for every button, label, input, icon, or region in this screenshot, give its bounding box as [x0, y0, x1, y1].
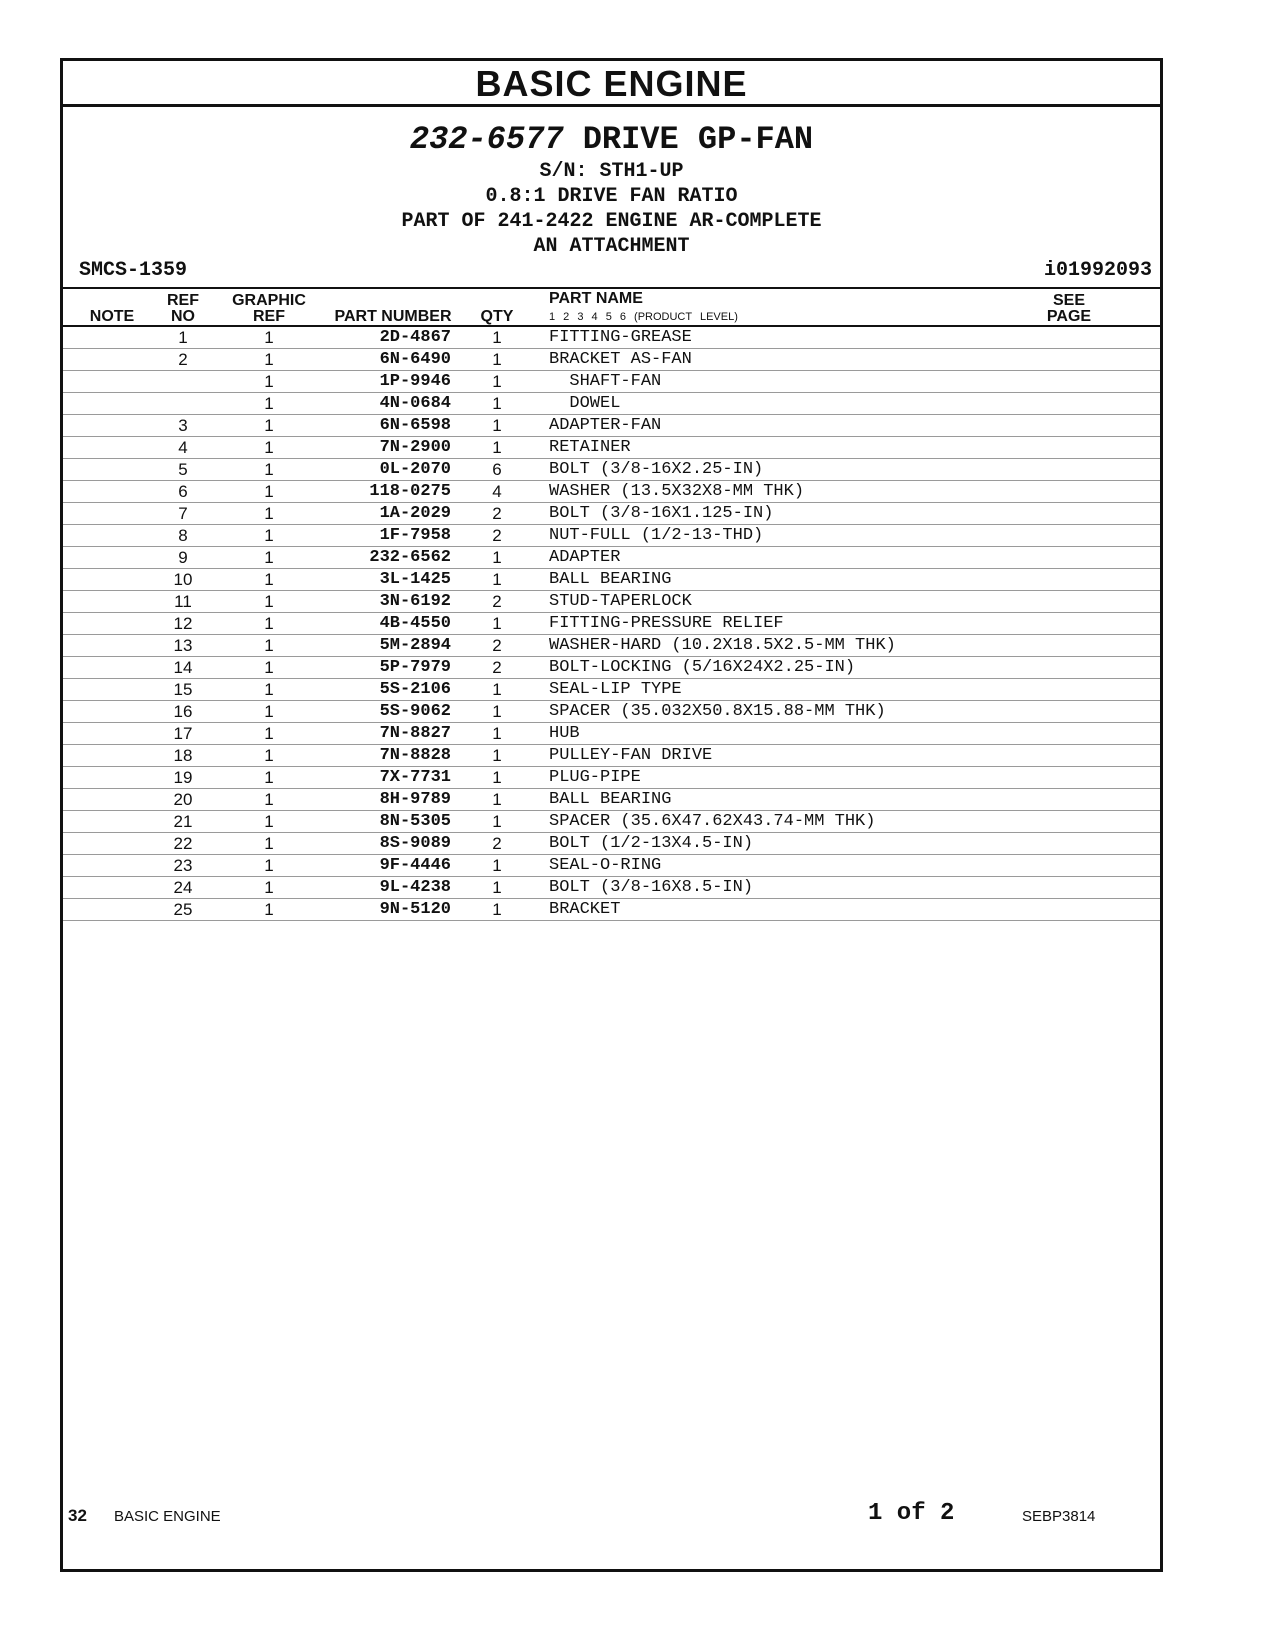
table-header — [63, 287, 1160, 327]
qty-cell: 2 — [492, 658, 502, 677]
table-row — [63, 547, 1160, 569]
graphic-ref-cell: 1 — [264, 746, 274, 765]
section-title: BASIC ENGINE — [63, 61, 1160, 107]
part-name-cell: BOLT (3/8-16X8.5-IN) — [549, 878, 754, 897]
table-row — [63, 833, 1160, 855]
graphic-ref-cell: 1 — [264, 394, 274, 413]
ref-no-cell: 6 — [178, 482, 188, 501]
header-part-number: PART NUMBER — [334, 308, 452, 325]
part-number-cell: 1A-2029 — [379, 504, 451, 523]
part-number-cell: 8S-9089 — [379, 834, 451, 853]
part-name-cell: WASHER-HARD (10.2X18.5X2.5-MM THK) — [549, 636, 896, 655]
ref-no-cell: 7 — [178, 504, 188, 523]
qty-cell: 4 — [492, 482, 502, 501]
ref-no-cell: 23 — [173, 856, 193, 875]
header-qty: QTY — [480, 308, 514, 325]
graphic-ref-cell: 1 — [264, 482, 274, 501]
table-row — [63, 481, 1160, 503]
page-number: 32 — [68, 1506, 87, 1525]
group-name: DRIVE GP-FAN — [582, 121, 814, 158]
table-row — [63, 745, 1160, 767]
part-name-cell: SHAFT-FAN — [549, 372, 662, 391]
group-title — [63, 121, 1160, 159]
table-row — [63, 899, 1160, 921]
qty-cell: 1 — [492, 614, 502, 633]
part-number-cell: 4N-0684 — [379, 394, 451, 413]
page-frame — [60, 58, 1163, 1572]
part-number-cell: 118-0275 — [369, 482, 451, 501]
graphic-ref-cell: 1 — [264, 636, 274, 655]
table-row — [63, 767, 1160, 789]
part-name-cell: BOLT (3/8-16X1.125-IN) — [549, 504, 774, 523]
attachment-line: AN ATTACHMENT — [533, 235, 690, 258]
part-name-cell: RETAINER — [549, 438, 631, 457]
table-row — [63, 635, 1160, 657]
part-number-cell: 9L-4238 — [379, 878, 451, 897]
graphic-ref-cell: 1 — [264, 768, 274, 787]
part-number-cell: 7N-2900 — [379, 438, 451, 457]
ref-no-cell: 10 — [173, 570, 193, 589]
header-note: NOTE — [89, 308, 135, 325]
drive-ratio: 0.8:1 DRIVE FAN RATIO — [485, 185, 738, 208]
smcs-code: SMCS-1359 — [79, 259, 188, 282]
table-row — [63, 877, 1160, 899]
part-number-cell: 5S-2106 — [379, 680, 451, 699]
qty-cell: 1 — [492, 680, 502, 699]
graphic-ref-cell: 1 — [264, 350, 274, 369]
ref-no-cell: 20 — [173, 790, 193, 809]
header-graphic-ref-line1: GRAPHIC — [232, 292, 306, 309]
header-graphic-ref — [231, 293, 307, 325]
ref-no-cell: 3 — [178, 416, 188, 435]
header-part-name: PART NAME — [549, 290, 643, 307]
part-number-cell: 6N-6490 — [379, 350, 451, 369]
table-row — [63, 855, 1160, 877]
graphic-ref-cell: 1 — [264, 460, 274, 479]
illustration-id: i01992093 — [1043, 259, 1152, 282]
graphic-ref-cell: 1 — [264, 702, 274, 721]
group-header — [63, 113, 1160, 259]
ref-no-cell: 21 — [173, 812, 193, 831]
ref-no-cell: 4 — [178, 438, 188, 457]
part-of-line: PART OF 241-2422 ENGINE AR-COMPLETE — [401, 210, 822, 233]
part-name-cell: BRACKET — [549, 900, 621, 919]
ref-no-cell: 8 — [178, 526, 188, 545]
graphic-ref-cell: 1 — [264, 438, 274, 457]
header-see-page-line1: SEE — [1052, 292, 1085, 309]
part-name-cell: BOLT (3/8-16X2.25-IN) — [549, 460, 764, 479]
part-number-cell: 8N-5305 — [379, 812, 451, 831]
part-number-cell: 4B-4550 — [379, 614, 451, 633]
table-row — [63, 723, 1160, 745]
qty-cell: 1 — [492, 328, 502, 347]
qty-cell: 2 — [492, 504, 502, 523]
group-part-number: 232-6577 — [409, 121, 564, 158]
graphic-ref-cell: 1 — [264, 504, 274, 523]
ref-no-cell: 13 — [173, 636, 193, 655]
qty-cell: 1 — [492, 812, 502, 831]
table-row — [63, 327, 1160, 349]
table-row — [63, 349, 1160, 371]
qty-cell: 1 — [492, 438, 502, 457]
graphic-ref-cell: 1 — [264, 570, 274, 589]
part-name-cell: SEAL-LIP TYPE — [549, 680, 682, 699]
graphic-ref-cell: 1 — [264, 878, 274, 897]
part-number-cell: 1P-9946 — [379, 372, 451, 391]
part-number-cell: 7N-8828 — [379, 746, 451, 765]
table-row — [63, 679, 1160, 701]
graphic-ref-cell: 1 — [264, 328, 274, 347]
header-see-page-line2: PAGE — [1046, 308, 1092, 325]
part-name-cell: FITTING-GREASE — [549, 328, 692, 347]
qty-cell: 2 — [492, 592, 502, 611]
table-row — [63, 415, 1160, 437]
qty-cell: 1 — [492, 900, 502, 919]
part-name-cell: FITTING-PRESSURE RELIEF — [549, 614, 784, 633]
qty-cell: 1 — [492, 724, 502, 743]
ref-no-cell: 22 — [173, 834, 193, 853]
part-name-cell: ADAPTER-FAN — [549, 416, 662, 435]
qty-cell: 1 — [492, 570, 502, 589]
qty-cell: 1 — [492, 790, 502, 809]
parts-table — [63, 327, 1160, 921]
part-name-cell: SPACER (35.032X50.8X15.88-MM THK) — [549, 702, 886, 721]
graphic-ref-cell: 1 — [264, 372, 274, 391]
ref-no-cell: 12 — [173, 614, 193, 633]
ref-no-cell: 14 — [173, 658, 193, 677]
ref-no-cell: 19 — [173, 768, 193, 787]
part-number-cell: 3L-1425 — [379, 570, 451, 589]
graphic-ref-cell: 1 — [264, 658, 274, 677]
part-number-cell: 7N-8827 — [379, 724, 451, 743]
ref-no-cell: 24 — [173, 878, 193, 897]
header-ref-no — [161, 293, 205, 325]
table-row — [63, 525, 1160, 547]
ref-no-cell: 11 — [174, 592, 192, 611]
part-name-cell: PULLEY-FAN DRIVE — [549, 746, 713, 765]
table-row — [63, 789, 1160, 811]
header-graphic-ref-line2: REF — [253, 308, 285, 325]
part-name-cell: DOWEL — [549, 394, 621, 413]
graphic-ref-cell: 1 — [264, 856, 274, 875]
qty-cell: 2 — [492, 636, 502, 655]
part-name-cell: BRACKET AS-FAN — [549, 350, 692, 369]
part-number-cell: 7X-7731 — [379, 768, 451, 787]
table-row — [63, 569, 1160, 591]
header-ref-no-line1: REF — [167, 292, 199, 309]
part-number-cell: 9F-4446 — [379, 856, 451, 875]
graphic-ref-cell: 1 — [264, 592, 274, 611]
footer-section: BASIC ENGINE — [114, 1508, 221, 1525]
part-name-cell: NUT-FULL (1/2-13-THD) — [549, 526, 764, 545]
part-number-cell: 3N-6192 — [379, 592, 451, 611]
table-row — [63, 371, 1160, 393]
table-row — [63, 811, 1160, 833]
part-name-cell: SEAL-O-RING — [549, 856, 662, 875]
part-number-cell: 5P-7979 — [379, 658, 451, 677]
header-product-levels: 1 2 3 4 5 6 (PRODUCT LEVEL) — [549, 311, 738, 323]
part-number-cell: 8H-9789 — [379, 790, 451, 809]
part-name-cell: HUB — [549, 724, 580, 743]
qty-cell: 1 — [492, 394, 502, 413]
qty-cell: 1 — [492, 548, 502, 567]
qty-cell: 1 — [492, 416, 502, 435]
qty-cell: 2 — [492, 526, 502, 545]
qty-cell: 2 — [492, 834, 502, 853]
part-name-cell: ADAPTER — [549, 548, 621, 567]
part-name-cell: BOLT-LOCKING (5/16X24X2.25-IN) — [549, 658, 856, 677]
part-name-cell: BALL BEARING — [549, 790, 672, 809]
part-name-cell: STUD-TAPERLOCK — [549, 592, 692, 611]
serial-number: S/N: STH1-UP — [539, 160, 684, 183]
qty-cell: 1 — [492, 350, 502, 369]
table-row — [63, 437, 1160, 459]
graphic-ref-cell: 1 — [264, 812, 274, 831]
ref-no-cell: 25 — [173, 900, 193, 919]
part-number-cell: 6N-6598 — [379, 416, 451, 435]
part-name-cell: SPACER (35.6X47.62X43.74-MM THK) — [549, 812, 876, 831]
part-number-cell: 2D-4867 — [379, 328, 451, 347]
table-row — [63, 613, 1160, 635]
qty-cell: 1 — [492, 768, 502, 787]
ref-no-cell: 2 — [178, 350, 188, 369]
qty-cell: 1 — [492, 746, 502, 765]
qty-cell: 1 — [492, 878, 502, 897]
qty-cell: 6 — [492, 460, 502, 479]
graphic-ref-cell: 1 — [264, 526, 274, 545]
ref-no-cell: 16 — [173, 702, 193, 721]
document-number: SEBP3814 — [1022, 1508, 1096, 1525]
table-row — [63, 459, 1160, 481]
header-ref-no-line2: NO — [171, 308, 195, 325]
graphic-ref-cell: 1 — [264, 416, 274, 435]
table-row — [63, 591, 1160, 613]
graphic-ref-cell: 1 — [264, 548, 274, 567]
sheet-indicator: 1 of 2 — [868, 1500, 955, 1527]
graphic-ref-cell: 1 — [264, 900, 274, 919]
qty-cell: 1 — [492, 702, 502, 721]
ref-no-cell: 18 — [173, 746, 193, 765]
graphic-ref-cell: 1 — [264, 614, 274, 633]
qty-cell: 1 — [492, 856, 502, 875]
ref-no-cell: 1 — [178, 328, 188, 347]
part-name-cell: PLUG-PIPE — [549, 768, 641, 787]
part-number-cell: 0L-2070 — [379, 460, 451, 479]
graphic-ref-cell: 1 — [264, 834, 274, 853]
header-see-page — [1039, 293, 1099, 325]
part-name-cell: BOLT (1/2-13X4.5-IN) — [549, 834, 754, 853]
part-name-cell: BALL BEARING — [549, 570, 672, 589]
part-number-cell: 1F-7958 — [379, 526, 451, 545]
part-number-cell: 5S-9062 — [379, 702, 451, 721]
table-row — [63, 503, 1160, 525]
ref-no-cell: 17 — [173, 724, 193, 743]
table-row — [63, 657, 1160, 679]
part-number-cell: 5M-2894 — [379, 636, 451, 655]
ref-no-cell: 5 — [178, 460, 188, 479]
ref-no-cell: 15 — [173, 680, 193, 699]
part-number-cell: 232-6562 — [369, 548, 451, 567]
graphic-ref-cell: 1 — [264, 790, 274, 809]
table-row — [63, 393, 1160, 415]
graphic-ref-cell: 1 — [264, 724, 274, 743]
qty-cell: 1 — [492, 372, 502, 391]
graphic-ref-cell: 1 — [264, 680, 274, 699]
part-number-cell: 9N-5120 — [379, 900, 451, 919]
table-row — [63, 701, 1160, 723]
part-name-cell: WASHER (13.5X32X8-MM THK) — [549, 482, 805, 501]
ref-no-cell: 9 — [178, 548, 188, 567]
